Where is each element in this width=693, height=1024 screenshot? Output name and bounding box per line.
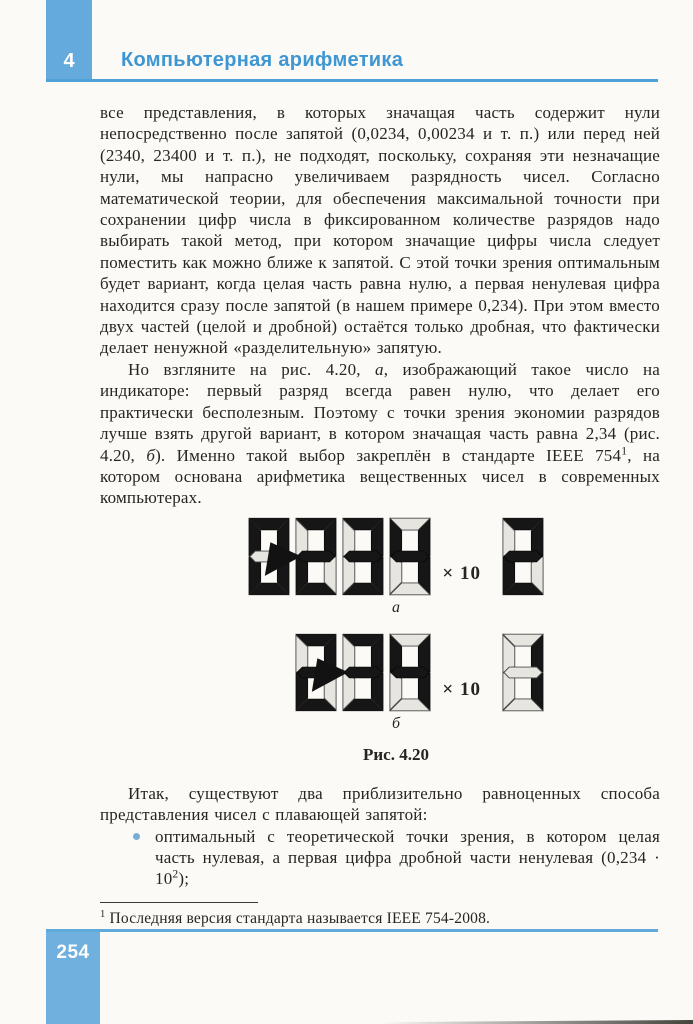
bullet-item-text: оптимальный с теоретической точки зрения, в котором целая часть нулевая, а первая цифра дробной части ненулевая $(0,234 \cdot 10^2)$; bbox=[155, 826, 660, 889]
seven-segment-digit bbox=[389, 517, 431, 596]
decimal-point bbox=[262, 521, 304, 600]
scan-edge-artifact bbox=[381, 1020, 693, 1024]
footer-rule bbox=[46, 929, 658, 932]
seven-segment-digit bbox=[389, 633, 431, 712]
paragraph-2: Но взгляните на рис. 4.20, а, изображающий такое число на индикаторе: первый разряд всегда равен нулю, что делает его практически бесполезным. Поэтому с точки зрения экономии разрядов лучше взять другой вариант, в котором значащая часть равна 2,34 (рис. 4.20, б). Именно такой выбор закреплён в стандарте IEEE $754^1$, на котором основана арифметика вещественных чисел в современных компьютерах. bbox=[100, 359, 660, 508]
page-content bbox=[100, 102, 660, 929]
header-rule bbox=[46, 79, 658, 82]
page-number: 254 bbox=[56, 942, 90, 963]
bullet-list bbox=[100, 826, 660, 890]
exponent-digit bbox=[502, 633, 544, 712]
page-number-box bbox=[46, 932, 100, 1024]
exponent-digit bbox=[502, 517, 544, 596]
seven-segment-digit bbox=[295, 633, 337, 712]
paragraph-3: Итак, существуют два приблизительно равноценных способа представления чисел с плавающей запятой: bbox=[100, 783, 660, 825]
figure-label-a: а bbox=[392, 598, 400, 616]
paragraph-1: все представления, в которых значащая часть содержит нули непосредственно после запятой (0,0234, 0,00234 и т. п.) или перед ней (2340, 23400 и т. п.), не подходят, поскольку, сохраняя эти незначащие нули, мы напрасно увеличиваем разрядность чисел. Согласно математической теории, для обеспечения максимальной точности при сохранении цифр числа в фиксированном количестве разрядов надо выбирать такой метод, при котором значащие цифры числа следует поместить как можно ближе к запятой. С этой точки зрения оптимальным будет вариант, когда целая часть равна нулю, а первая ненулевая цифра находится сразу после запятой (в нашем примере 0,234). При этом вместо двух частей (целой и дробной) остаётся только дробная, что фактически делает ненужной «разделительную» запятую. bbox=[100, 103, 660, 358]
bullet-dot bbox=[133, 833, 140, 840]
footnote-text: $^1$ Последняя версия стандарта называется IEEE 754-2008. bbox=[100, 908, 491, 927]
decimal-point bbox=[309, 637, 351, 716]
figure-label-b: б bbox=[391, 714, 401, 732]
figure-caption: Рис. 4.20 bbox=[363, 744, 429, 764]
footnote-rule bbox=[100, 902, 258, 903]
seven-segment-digit bbox=[248, 517, 290, 596]
figure-4-20 bbox=[248, 517, 544, 765]
chapter-number-box bbox=[46, 0, 92, 80]
footnote bbox=[100, 902, 660, 929]
multiplier-text: × 10 bbox=[442, 678, 481, 700]
chapter-number: 4 bbox=[63, 50, 75, 72]
seven-segment-display-a bbox=[248, 517, 544, 596]
multiplier-text: × 10 bbox=[442, 562, 481, 584]
bullet-item-optimal bbox=[155, 826, 660, 890]
seven-segment-display-b bbox=[248, 633, 544, 712]
seven-segment-digit bbox=[342, 517, 384, 596]
chapter-title: Компьютерная арифметика bbox=[121, 49, 404, 71]
